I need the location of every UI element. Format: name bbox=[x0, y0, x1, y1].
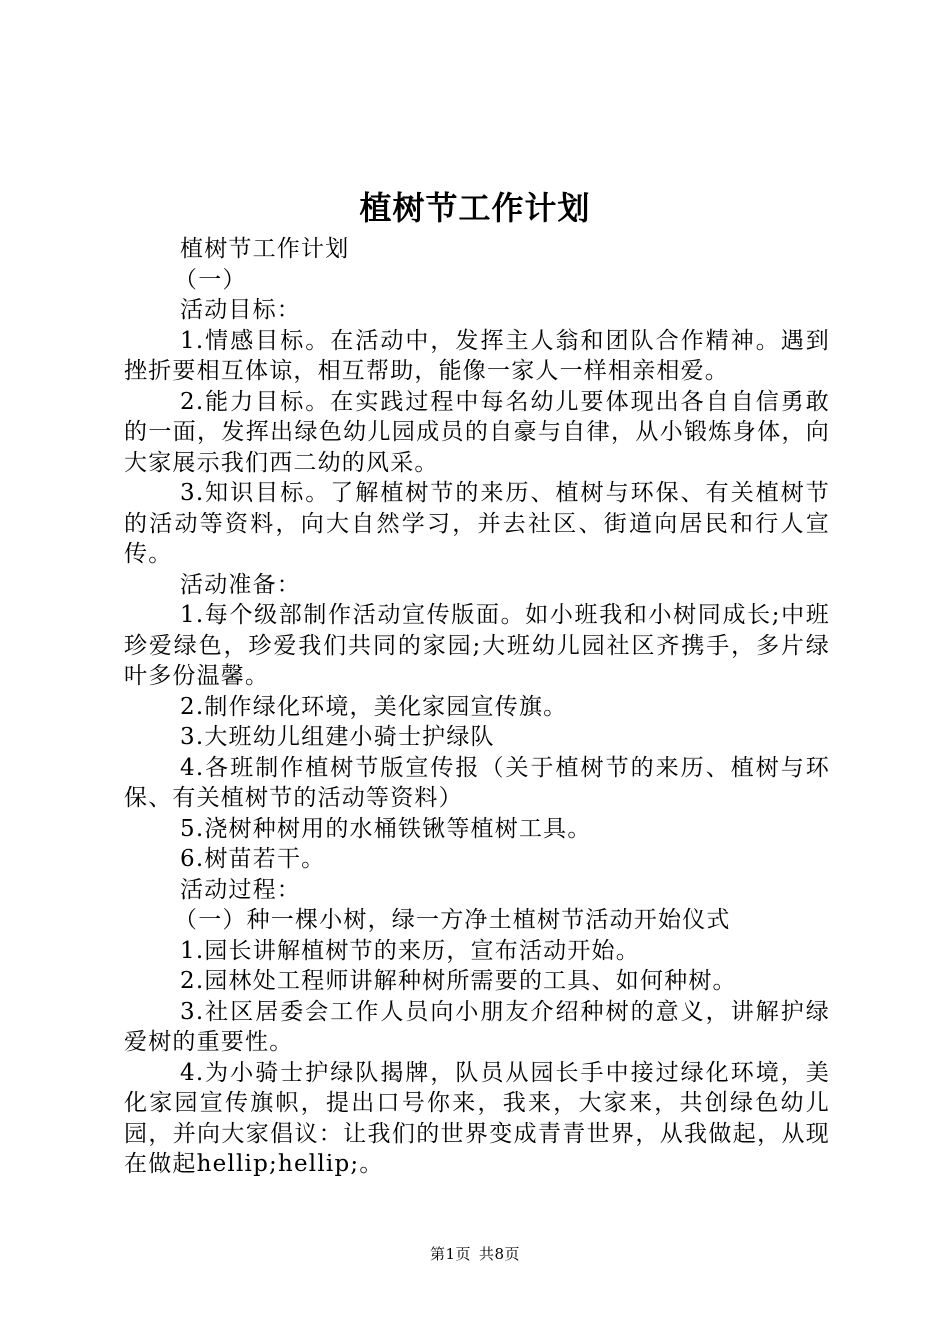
paragraph-prep-5: 5.浇树种树用的水桶铁锹等植树工具。 bbox=[180, 815, 592, 842]
paragraph-process-3: 3.社区居委会工作人员向小朋友介绍种树的意义，讲解护绿爱树的重要性。 bbox=[124, 998, 830, 1055]
document-title: 植树节工作计划 bbox=[359, 189, 591, 227]
paragraph-prep-2: 2.制作绿化环境，美化家园宣传旗。 bbox=[180, 693, 568, 720]
paragraph-goals-heading: 活动目标： bbox=[180, 297, 301, 323]
document-body bbox=[124, 234, 830, 1180]
paragraph-process-heading: 活动过程： bbox=[180, 876, 301, 903]
paragraph-process-2: 2.园林处工程师讲解种树所需要的工具、如何种树。 bbox=[180, 968, 737, 994]
paragraph-heading: 植树节工作计划 bbox=[180, 236, 350, 262]
paragraph-goal-3: 3.知识目标。了解植树节的来历、植树与环保、有关植树节的活动等资料，向大自然学习，并去社区、街道向居民和行人宣传。 bbox=[124, 480, 830, 567]
paragraph-goal-2: 2.能力目标。在实践过程中每名幼儿要体现出各自自信勇敢的一面，发挥出绿色幼儿园成员的自豪与自律，从小锻炼身体，向大家展示我们西二幼的风采。 bbox=[124, 388, 830, 476]
paragraph-prep-6: 6.树苗若干。 bbox=[180, 846, 326, 872]
paragraph-process-1: 1.园长讲解植树节的来历，宣布活动开始。 bbox=[180, 937, 640, 964]
paragraph-prep-1: 1.每个级部制作活动宣传版面。如小班我和小树同成长;中班珍爱绿色，珍爱我们共同的家园;大班幼儿园社区齐携手，多片绿叶多份温馨。 bbox=[124, 602, 830, 689]
paragraph-section-number: （一） bbox=[174, 266, 247, 293]
page-total: 共8页 bbox=[479, 1245, 521, 1263]
page-number: 第1页 bbox=[429, 1245, 471, 1263]
paragraph-process-subheading: （一）种一棵小树，绿一方净土植树节活动开始仪式 bbox=[174, 907, 731, 933]
paragraph-process-4: 4.为小骑士护绿队揭牌，队员从园长手中接过绿化环境，美化家园宣传旗帜，提出口号你来，我来，大家来，共创绿色幼儿园，并向大家倡议：让我们的世界变成青青世界，从我做起，从现在做起hellip;hellip;。 bbox=[124, 1059, 830, 1177]
page-footer bbox=[0, 1243, 950, 1265]
paragraph-preparation-heading: 活动准备： bbox=[180, 571, 301, 598]
paragraph-prep-4: 4.各班制作植树节版宣传报（关于植树节的来历、植树与环保、有关植树节的活动等资料） bbox=[124, 754, 830, 811]
paragraph-goal-1: 1.情感目标。在活动中，发挥主人翁和团队合作精神。遇到挫折要相互体谅，相互帮助，能像一家人一样相亲相爱。 bbox=[124, 327, 830, 384]
paragraph-prep-3: 3.大班幼儿组建小骑士护绿队 bbox=[180, 724, 495, 750]
